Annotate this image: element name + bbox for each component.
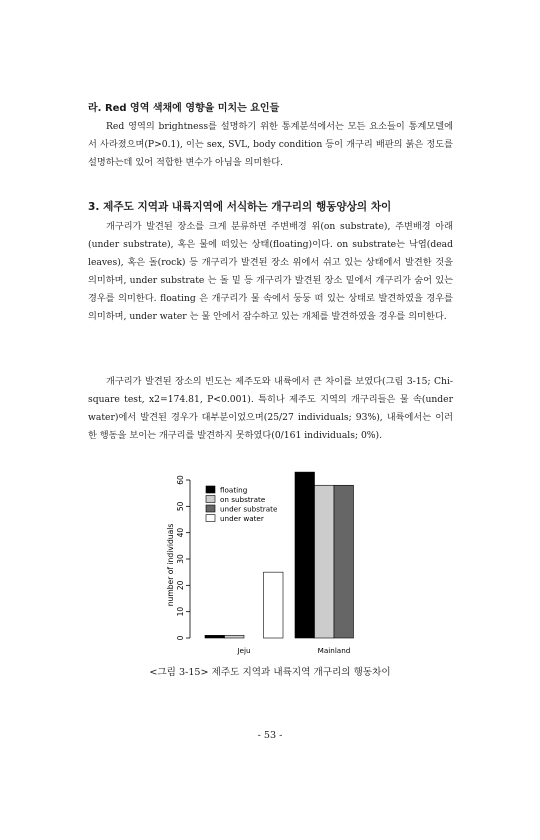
subsection-heading: 라. Red 영역 색채에 영향을 미치는 요인들 [88,103,280,114]
legend-swatch [206,505,215,512]
plot-area [166,472,354,655]
x-tick-label: Jeju [237,646,251,655]
legend-label: under substrate [220,504,278,514]
legend [206,486,278,524]
x-tick-label: Mainland [317,646,351,655]
y-tick-label: 60 [176,475,185,485]
bar [264,572,284,638]
paragraph-red-brightness: Red 영역의 brightness를 설명하기 위한 통계분석에서는 모든 요소들이 통계모델에서 사라졌으며(P>0.1), 이는 sex, SVL, body condition 등이 개구리 배판의 붉은 정도를 설명하는데 있어 적합한 변수가 아님을 의미한다. [88,121,453,168]
bar [315,485,335,638]
y-tick-label: 40 [176,527,185,538]
legend-swatch [206,515,215,522]
legend-swatch [206,486,215,493]
paragraph-location-frequency: 개구리가 발견된 장소의 빈도는 제주도와 내륙에서 큰 차이를 보였다(그림 3-15; Chi-square test, x2=174.81, P<0.001). 특히나 제주도 지역의 개구리들은 물 속(under water)에서 발견된 경우가 대부분이었으며(25/27 individuals; 93%), 내륙에서는 이러한 행동을 보이는 개구리를 발견하지 못하였다(0/161 individuals; 0%). [88,376,453,441]
legend-label: on substrate [220,495,266,504]
figure-caption: <그림 3-15> 제주도 지역과 내륙지역 개구리의 행동차이 [149,667,391,678]
paragraph-location-categories: 개구리가 발견된 장소를 크게 분류하면 주변배경 위(on substrate), 주변배경 아래(under substrate), 혹은 물에 떠있는 상태(floating)이다. on substrate는 낙엽(dead leaves), 혹은 돌(rock) 등 개구리가 발견된 장소 위에서 쉬고 있는 상태에서 발견한 것을 의미하며, under substrate 는 돌 밑 등 개구리가 발견된 장소 밑에서 개구리가 숨어 있는 경우를 의미한다. floating 은 개구리가 물 속에서 둥둥 떠 있는 상태로 발견하였을 경우를 의미하며, under water 는 물 안에서 잠수하고 있는 개체를 발견하였을 경우를 의미한다. [88,221,453,322]
bar [225,635,245,638]
bar [295,472,315,638]
y-axis-ticks [176,475,190,640]
page-number: - 53 - [257,730,283,741]
behavior-bar-chart [160,465,380,660]
bar [334,485,354,638]
legend-swatch [206,496,215,503]
y-axis-label: number of individuals [166,523,175,607]
y-tick-label: 20 [176,580,185,591]
bar [205,635,225,638]
y-tick-label: 10 [176,606,185,617]
y-tick-label: 0 [176,635,185,641]
y-tick-label: 30 [176,554,185,564]
legend-label: floating [220,485,248,495]
x-axis-labels [236,646,350,655]
legend-label: under water [220,514,264,523]
y-tick-label: 50 [176,501,185,512]
section-title: 3. 제주도 지역과 내륙지역에 서식하는 개구리의 행동양상의 차이 [88,201,392,213]
